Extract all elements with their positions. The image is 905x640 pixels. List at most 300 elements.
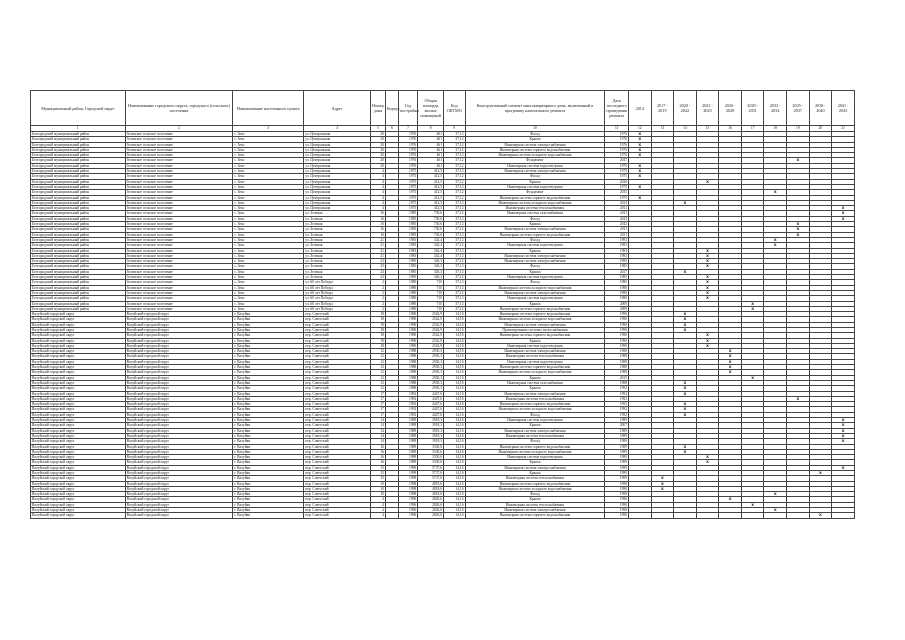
table-cell: X xyxy=(764,508,787,513)
table-cell: 1976 xyxy=(398,137,417,142)
table-cell: 14,16 xyxy=(444,444,466,449)
table-cell: пер. Советский xyxy=(304,455,371,460)
table-cell: 16 xyxy=(370,211,385,216)
table-cell: 461 xyxy=(418,158,444,163)
table-cell: 5737,6 xyxy=(418,476,444,481)
table-cell: 1980 xyxy=(398,296,417,301)
table-cell: 1999 xyxy=(398,465,417,470)
table-cell: Белгородский муниципальный район xyxy=(31,200,126,205)
table-cell: 37,12 xyxy=(444,169,466,174)
table-cell: 1990 xyxy=(605,327,629,332)
table-cell: 1998 xyxy=(398,481,417,486)
table-cell: X xyxy=(674,449,697,454)
table-cell: 20 xyxy=(370,132,385,137)
table-cell: Фасад xyxy=(465,439,605,444)
table-cell: 1989 xyxy=(398,439,417,444)
table-cell: 4818,6 xyxy=(418,486,444,491)
table-cell: г. Валуйки xyxy=(233,497,304,502)
table-cell: Белгородский муниципальный район xyxy=(31,137,126,142)
table-cell: Крыша xyxy=(465,248,605,253)
table-cell: X xyxy=(832,428,855,433)
table-cell: Инженерная система водоотведения xyxy=(465,296,605,301)
table-cell: 2542,9 xyxy=(418,333,444,338)
table-cell: 1996 xyxy=(398,497,417,502)
table-cell: Инженерная система электроснабжения xyxy=(465,508,605,513)
table-cell: 14,16 xyxy=(444,396,466,401)
table-cell: 14,16 xyxy=(444,380,466,385)
table-cell: 342,4 xyxy=(418,248,444,253)
table-cell: г. Валуйки xyxy=(233,407,304,412)
table-cell: Валуйский городской округ xyxy=(31,497,126,502)
table-cell: Валуйский городской округ xyxy=(31,486,126,491)
table-cell: г. Валуйки xyxy=(233,513,304,518)
table-cell: Инженерная система водоотведения xyxy=(465,275,605,280)
table-cell: 4 xyxy=(370,169,385,174)
table-cell: 2011 xyxy=(605,232,629,237)
table-cell: 461 xyxy=(418,147,444,152)
table-cell: X xyxy=(787,227,810,232)
table-cell: Валуйский городской округ xyxy=(31,396,126,401)
table-cell: пер. Советский xyxy=(304,433,371,438)
table-cell: 1983 xyxy=(398,248,417,253)
table-cell: Инженерная система горячего водоснабжения xyxy=(465,147,605,152)
table-cell: 1980 xyxy=(398,306,417,311)
table-cell: пер. Советский xyxy=(304,481,371,486)
table-cell: Зеленское сельское поселение xyxy=(125,290,233,295)
table-cell: 1989 xyxy=(398,428,417,433)
table-cell: 2007 xyxy=(605,423,629,428)
table-cell: пер. Советский xyxy=(304,460,371,465)
table-cell: X xyxy=(629,184,652,189)
table-cell: X xyxy=(787,396,810,401)
table-cell: ул. 60 лет Победы xyxy=(304,280,371,285)
table-cell: 14 xyxy=(370,433,385,438)
table-cell: Валуйский городской округ xyxy=(31,423,126,428)
table-cell: с. Зеко xyxy=(233,243,304,248)
table-cell: X xyxy=(674,312,697,317)
table-cell: Валуйский городской округ xyxy=(125,513,233,518)
table-cell: Белгородский муниципальный район xyxy=(31,296,126,301)
table-cell: Инженерная система горячего водоснабжения xyxy=(465,402,605,407)
table-cell: Валуйский городской округ xyxy=(125,508,233,513)
table-cell: X xyxy=(832,423,855,428)
column-header: Адрес xyxy=(304,91,371,126)
column-number: 21 xyxy=(832,126,855,132)
table-cell: Белгородский муниципальный район xyxy=(31,158,126,163)
table-cell: Инженерная система электроснабжения xyxy=(465,290,605,295)
table-cell: пер. Советский xyxy=(304,380,371,385)
column-header: Наименование населенного пункта xyxy=(233,91,304,126)
table-cell: 20 xyxy=(370,137,385,142)
table-cell: Инженерная система горячего водоснабжения xyxy=(465,195,605,200)
table-cell: 14,16 xyxy=(444,407,466,412)
table-cell: 710 xyxy=(418,306,444,311)
table-cell: Валуйский городской округ xyxy=(31,439,126,444)
table-cell: Фасад xyxy=(465,412,605,417)
table-cell: г. Валуйки xyxy=(233,391,304,396)
table-cell: 4 xyxy=(370,497,385,502)
table-cell: ул. Центральная xyxy=(304,158,371,163)
table-cell: 14,16 xyxy=(444,476,466,481)
column-number: 20 xyxy=(809,126,832,132)
table-cell: г. Валуйки xyxy=(233,418,304,423)
table-cell: 1990 xyxy=(398,343,417,348)
table-cell: 1976 xyxy=(398,158,417,163)
table-cell: 14,16 xyxy=(444,343,466,348)
table-cell: 1975 xyxy=(398,190,417,195)
table-cell: Белгородский муниципальный район xyxy=(31,301,126,306)
table-cell: Валуйский городской округ xyxy=(125,455,233,460)
table-cell: 1985 xyxy=(605,275,629,280)
table-cell: 1980 xyxy=(398,301,417,306)
table-cell: Валуйский городской округ xyxy=(31,407,126,412)
table-cell: пер. Советский xyxy=(304,412,371,417)
table-cell: 14,16 xyxy=(444,338,466,343)
table-cell: пер. Советский xyxy=(304,418,371,423)
table-cell: Инженерная система электроснабжения xyxy=(465,169,605,174)
table-cell: Валуйский городской округ xyxy=(31,492,126,497)
column-header: Конструктивный элемент многоквартирного дома, включенный в программу капитального ремонта xyxy=(465,91,605,126)
table-cell: 326,3 xyxy=(418,269,444,274)
table-cell: 1990 xyxy=(605,338,629,343)
table-cell: 1999 xyxy=(605,471,629,476)
table-cell: Крыша xyxy=(465,386,605,391)
table-cell: г. Валуйки xyxy=(233,338,304,343)
table-cell: 37,12 xyxy=(444,248,466,253)
table-cell: 1992 xyxy=(605,386,629,391)
table-cell: Инженерная система теплоснабжения xyxy=(465,502,605,507)
table-cell: Валуйский городской округ xyxy=(31,502,126,507)
column-header: 2020 - 2022 xyxy=(674,91,697,126)
table-cell: Валуйский городской округ xyxy=(125,497,233,502)
table-cell: Белгородский муниципальный район xyxy=(31,243,126,248)
table-cell: пер. Советский xyxy=(304,407,371,412)
table-cell: Инженерная система водоотведения xyxy=(465,455,605,460)
table-cell: 37,12 xyxy=(444,190,466,195)
table-cell: 2 xyxy=(370,306,385,311)
table-cell: 2 xyxy=(370,280,385,285)
table-cell: X xyxy=(764,243,787,248)
table-cell: Валуйский городской округ xyxy=(31,317,126,322)
table-cell: ул. Центральная xyxy=(304,190,371,195)
table-cell: с. Зеко xyxy=(233,269,304,274)
table-cell: 1988 xyxy=(605,370,629,375)
table-cell: 1985 xyxy=(398,211,417,216)
table-cell: Фасад xyxy=(465,492,605,497)
table-cell: Зеленское сельское поселение xyxy=(125,296,233,301)
table-cell: г. Валуйки xyxy=(233,380,304,385)
table-cell: Крыша xyxy=(465,497,605,502)
table-cell: 20 xyxy=(370,147,385,152)
table-cell: Фасад xyxy=(465,132,605,137)
table-cell: 461 xyxy=(418,153,444,158)
table-cell: Валуйский городской округ xyxy=(31,386,126,391)
table-cell: 16 xyxy=(370,232,385,237)
table-cell: пер. Советский xyxy=(304,370,371,375)
table-cell: 10 xyxy=(370,492,385,497)
table-cell: Крыша xyxy=(465,269,605,274)
table-cell: 730,6 xyxy=(418,211,444,216)
table-cell: 1988 xyxy=(398,359,417,364)
table-cell: 14 xyxy=(370,428,385,433)
table-cell: 1983 xyxy=(398,253,417,258)
table-cell: 412,5 xyxy=(418,174,444,179)
table-cell: X xyxy=(832,465,855,470)
table-cell: Белгородский муниципальный район xyxy=(31,306,126,311)
table-cell: с. Зеко xyxy=(233,259,304,264)
table-cell: 2542,9 xyxy=(418,343,444,348)
table-cell: 1988 xyxy=(398,386,417,391)
table-cell: ул. Зеленая xyxy=(304,269,371,274)
table-cell: 12 xyxy=(370,386,385,391)
table-cell: Валуйский городской округ xyxy=(125,380,233,385)
table-cell: Инженерная система холодного водоснабжения xyxy=(465,449,605,454)
table-cell: Зеленское сельское поселение xyxy=(125,163,233,168)
table-cell: Инженерная система холодного водоснабжения xyxy=(465,153,605,158)
table-cell: ул. Центральная xyxy=(304,142,371,147)
table-cell: г. Валуйки xyxy=(233,423,304,428)
table-cell: X xyxy=(787,232,810,237)
table-cell: Зеленское сельское поселение xyxy=(125,264,233,269)
table-header xyxy=(31,91,855,132)
table-cell: Зеленское сельское поселение xyxy=(125,174,233,179)
column-number: 8 xyxy=(418,126,444,132)
table-cell: Зеленское сельское поселение xyxy=(125,248,233,253)
table-cell: 17 xyxy=(370,396,385,401)
table-cell: Инженерная система холодного водоснабжения xyxy=(465,285,605,290)
table-cell: Валуйский городской округ xyxy=(31,333,126,338)
table-cell: 412,5 xyxy=(418,206,444,211)
table-cell: Валуйский городской округ xyxy=(125,365,233,370)
table-cell: г. Валуйки xyxy=(233,492,304,497)
table-cell: с. Зеко xyxy=(233,227,304,232)
table-cell: Валуйский городской округ xyxy=(125,444,233,449)
table-cell: Инженерная система холодного водоснабжения xyxy=(465,370,605,375)
table-cell: 15 xyxy=(370,465,385,470)
table-cell: 17 xyxy=(370,402,385,407)
table-cell: пер. Советский xyxy=(304,513,371,518)
table-cell: 14,16 xyxy=(444,354,466,359)
table-cell: Инженерная система электроснабжения xyxy=(465,227,605,232)
table-row xyxy=(31,513,855,518)
table-cell: X xyxy=(651,476,674,481)
column-header: 2041 - 2043 xyxy=(832,91,855,126)
table-cell: 1998 xyxy=(605,492,629,497)
column-header: 2035 - 2037 xyxy=(787,91,810,126)
table-cell: 12 xyxy=(370,349,385,354)
table-cell: г. Валуйки xyxy=(233,460,304,465)
table-cell: Валуйский городской округ xyxy=(31,412,126,417)
table-cell: 461 xyxy=(418,163,444,168)
table-cell: Валуйский городской округ xyxy=(125,338,233,343)
table-cell: Крыша xyxy=(465,471,605,476)
table-cell: X xyxy=(696,455,719,460)
table-cell: Зеленское сельское поселение xyxy=(125,169,233,174)
table-cell: X xyxy=(629,132,652,137)
table-cell: Белгородский муниципальный район xyxy=(31,195,126,200)
table-cell: пер. Советский xyxy=(304,343,371,348)
table-cell: Валуйский городской округ xyxy=(31,349,126,354)
table-cell: 15 xyxy=(370,476,385,481)
table-cell: с. Зеко xyxy=(233,200,304,205)
table-cell: 730,6 xyxy=(418,216,444,221)
table-cell: 1980 xyxy=(398,290,417,295)
table-cell: 2043 xyxy=(605,222,629,227)
table-cell: Зеленское сельское поселение xyxy=(125,190,233,195)
table-cell: Валуйский городской округ xyxy=(125,428,233,433)
column-number: 3 xyxy=(233,126,304,132)
table-cell: 1975 xyxy=(398,174,417,179)
table-cell: 12 xyxy=(370,365,385,370)
table-cell: ул. 60 лет Победы xyxy=(304,301,371,306)
column-header: 2029 - 2031 xyxy=(741,91,764,126)
table-cell: 461 xyxy=(418,142,444,147)
table-cell: 2043 xyxy=(605,216,629,221)
table-cell: 1996 xyxy=(605,502,629,507)
table-cell: 37,12 xyxy=(444,306,466,311)
document-sheet xyxy=(30,90,855,519)
column-header: 2023 - 2025 xyxy=(696,91,719,126)
table-cell: 4447,6 xyxy=(418,412,444,417)
table-cell: пер. Советский xyxy=(304,375,371,380)
table-cell: пер. Советский xyxy=(304,476,371,481)
table-cell: 14,16 xyxy=(444,508,466,513)
table-cell xyxy=(787,513,810,518)
column-header: 2017 - 2019 xyxy=(651,91,674,126)
table-cell: 1980 xyxy=(605,280,629,285)
table-cell: 16 xyxy=(370,455,385,460)
table-cell: 3330,6 xyxy=(418,444,444,449)
table-cell: Валуйский городской округ xyxy=(31,370,126,375)
table-cell: Инженерная система горячего водоснабжения xyxy=(465,333,605,338)
table-cell: Инженерная система электроснабжения xyxy=(465,322,605,327)
table-cell: ул. Центральная xyxy=(304,206,371,211)
table-cell: 2826,6 xyxy=(418,497,444,502)
table-cell: Валуйский городской округ xyxy=(31,508,126,513)
table-cell: X xyxy=(696,338,719,343)
table-cell: 14,16 xyxy=(444,418,466,423)
table-cell: с. Зеко xyxy=(233,285,304,290)
table-cell: ул. Зеленая xyxy=(304,211,371,216)
table-cell: Валуйский городской округ xyxy=(125,418,233,423)
table-cell: Инженерная система водоотведения xyxy=(465,163,605,168)
table-cell: 14,16 xyxy=(444,497,466,502)
table-cell: 18 xyxy=(370,338,385,343)
table-cell: с. Зеко xyxy=(233,153,304,158)
table-cell: г. Валуйки xyxy=(233,365,304,370)
table-cell: 3330,6 xyxy=(418,455,444,460)
column-header: 2038 - 2040 xyxy=(809,91,832,126)
table-cell: 14,16 xyxy=(444,449,466,454)
table-cell: Крыша xyxy=(465,137,605,142)
table-cell: 14,16 xyxy=(444,513,466,518)
table-cell: с. Зеко xyxy=(233,142,304,147)
table-cell: ул. Зеленая xyxy=(304,227,371,232)
table-cell: Валуйский городской округ xyxy=(125,407,233,412)
table-cell: 16 xyxy=(370,227,385,232)
table-cell: 14,16 xyxy=(444,439,466,444)
table-cell: X xyxy=(719,370,742,375)
table-cell: Валуйский городской округ xyxy=(125,354,233,359)
table-cell: 1996 xyxy=(398,502,417,507)
table-cell: Валуйский городской округ xyxy=(125,465,233,470)
table-cell: X xyxy=(787,222,810,227)
table-cell: 37,12 xyxy=(444,296,466,301)
table-cell: 1989 xyxy=(605,439,629,444)
table-cell: X xyxy=(741,306,764,311)
table-cell: 1988 xyxy=(605,359,629,364)
table-cell: 3918,3 xyxy=(418,423,444,428)
table-cell: 14,16 xyxy=(444,402,466,407)
table-cell: 1999 xyxy=(398,471,417,476)
table-cell: X xyxy=(696,275,719,280)
table-cell: 1985 xyxy=(398,264,417,269)
table-cell: Белгородский муниципальный район xyxy=(31,248,126,253)
table-cell: 23 xyxy=(370,275,385,280)
table-cell: 37,12 xyxy=(444,243,466,248)
table-cell: Зеленское сельское поселение xyxy=(125,142,233,147)
table-cell: Белгородский муниципальный район xyxy=(31,269,126,274)
table-cell: 18 xyxy=(370,327,385,332)
table-cell: Инженерная система электроснабжения xyxy=(465,253,605,258)
table-cell: с. Зеко xyxy=(233,237,304,242)
table-cell: X xyxy=(629,163,652,168)
table-cell: Зеленское сельское поселение xyxy=(125,253,233,258)
table-cell: пер. Советский xyxy=(304,486,371,491)
table-cell: Инженерная система горячего водоснабжения xyxy=(465,232,605,237)
table-cell: Валуйский городской округ xyxy=(125,327,233,332)
table-cell: 412,5 xyxy=(418,200,444,205)
table-cell: 14,16 xyxy=(444,460,466,465)
table-cell: 1976 xyxy=(605,147,629,152)
table-cell: с. Зеко xyxy=(233,222,304,227)
table-cell: Крыша xyxy=(465,460,605,465)
table-cell xyxy=(719,513,742,518)
table-cell: 18 xyxy=(370,317,385,322)
table-cell: пер. Советский xyxy=(304,391,371,396)
table-cell: 1975 xyxy=(605,174,629,179)
table-cell: 710 xyxy=(418,290,444,295)
table-cell: Зеленское сельское поселение xyxy=(125,227,233,232)
table-cell: Валуйский городской округ xyxy=(125,391,233,396)
table-cell: Инженерная система электроснабжения xyxy=(465,142,605,147)
table-cell: 2 xyxy=(370,296,385,301)
table-cell: 1992 xyxy=(605,402,629,407)
table-cell: пер. Советский xyxy=(304,502,371,507)
table-cell: г. Валуйки xyxy=(233,327,304,332)
table-cell: 37,12 xyxy=(444,237,466,242)
table-cell: 37,12 xyxy=(444,153,466,158)
table-cell: Валуйский городской округ xyxy=(31,513,126,518)
table-cell: г. Валуйки xyxy=(233,402,304,407)
table-cell: 1990 xyxy=(605,333,629,338)
table-cell: X xyxy=(674,327,697,332)
table-cell: X xyxy=(674,317,697,322)
table-cell: г. Валуйки xyxy=(233,354,304,359)
table-cell: 1983 xyxy=(605,253,629,258)
table-cell: Белгородский муниципальный район xyxy=(31,227,126,232)
table-cell: 14 xyxy=(370,423,385,428)
table-cell: 1975 xyxy=(398,200,417,205)
table-cell: 1985 xyxy=(398,232,417,237)
table-cell: с. Зеко xyxy=(233,216,304,221)
table-cell: Инженерная система теплоснабжения xyxy=(465,396,605,401)
table-cell: 37,12 xyxy=(444,264,466,269)
table-cell: г. Валуйки xyxy=(233,322,304,327)
column-header: Корпус xyxy=(385,91,398,126)
table-cell: г. Валуйки xyxy=(233,428,304,433)
table-cell: X xyxy=(674,269,697,274)
